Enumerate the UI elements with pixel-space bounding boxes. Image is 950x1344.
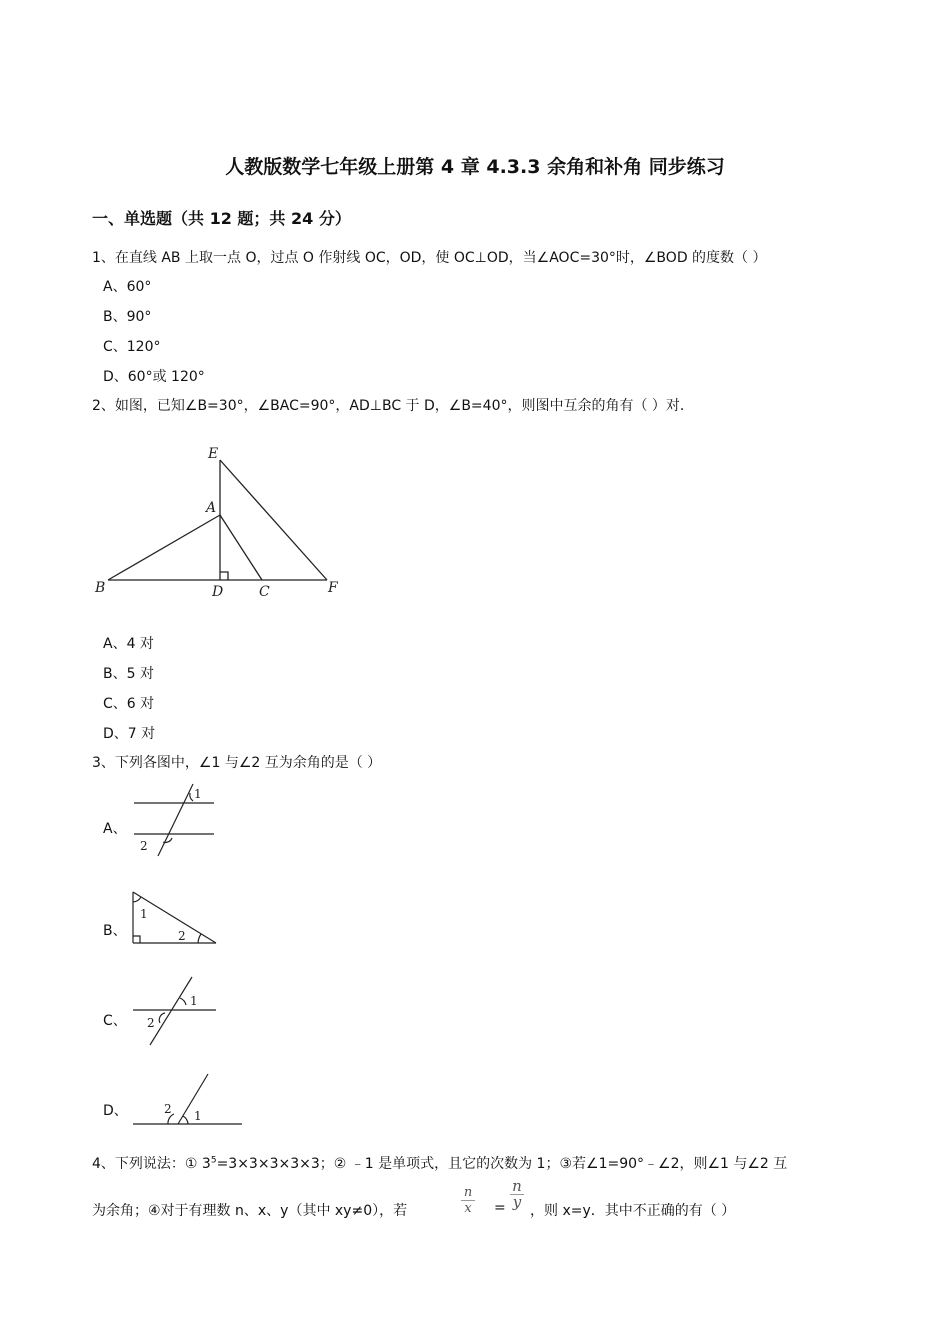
label-e: E — [208, 446, 219, 462]
label-d: D — [212, 584, 224, 600]
question-2-stem: 2、如图，已知∠B=30°，∠BAC=90°，AD⊥BC 于 D，∠B=40°，则图中互余的角有（ ）对． — [92, 398, 694, 414]
q3-figure-b — [128, 888, 223, 948]
fraction-n-over-x: n x — [461, 1186, 475, 1215]
fraction-n-over-y: n y — [510, 1180, 524, 1209]
q2-option-c: C、6 对 — [103, 696, 155, 712]
equals-sign: = — [494, 1200, 506, 1216]
q3-figure-d — [128, 1070, 248, 1130]
angle-2-label: 2 — [140, 839, 148, 853]
question-4-line-2-start: 为余角；④对于有理数 n、x、y（其中 xy≠0），若 — [92, 1203, 408, 1219]
q1-option-d: D、60°或 120° — [103, 369, 205, 385]
label-a: A — [206, 500, 217, 516]
q2-triangle-figure — [90, 440, 350, 605]
q3-figure-a — [128, 780, 223, 860]
q1-option-c: C、120° — [103, 339, 161, 355]
label-c: C — [259, 584, 270, 600]
q3-option-c-label: C、 — [103, 1013, 127, 1029]
page-title: 人教版数学七年级上册第 4 章 4.3.3 余角和补角 同步练习 — [225, 156, 725, 178]
label-f: F — [328, 580, 338, 596]
q1-option-b: B、90° — [103, 309, 152, 325]
q3-figure-c — [128, 975, 223, 1050]
q2-option-b: B、5 对 — [103, 666, 154, 682]
angle-1-label: 1 — [190, 994, 198, 1008]
section-heading: 一、单选题（共 12 题；共 24 分） — [92, 209, 351, 228]
angle-1-label: 1 — [194, 787, 202, 801]
angle-2-label: 2 — [147, 1016, 155, 1030]
q2-option-a: A、4 对 — [103, 636, 154, 652]
q3-option-b-label: B、 — [103, 923, 127, 939]
angle-2-label: 2 — [164, 1102, 172, 1116]
angle-2-label: 2 — [178, 929, 186, 943]
angle-1-label: 1 — [140, 907, 148, 921]
question-1-stem: 1、在直线 AB 上取一点 O，过点 O 作射线 OC，OD，使 OC⊥OD，当∠AOC=30°时，∠BOD 的度数（ ） — [92, 250, 767, 266]
exponent: 5 — [210, 1155, 217, 1166]
q3-option-d-label: D、 — [103, 1103, 128, 1119]
question-4-line-1: 4、下列说法：① $3^5=3\times 3\times 3\times 3\times 3$；② ﹣1 是单项式，且它的次数为 1；③若∠1=90°﹣∠2，则∠1 与∠2 互 — [92, 1155, 788, 1172]
q2-option-d: D、7 对 — [103, 726, 156, 742]
question-4-line-2-end: ，则 x=y．其中不正确的有（ ） — [530, 1203, 736, 1219]
angle-1-label: 1 — [194, 1109, 202, 1123]
label-b: B — [95, 580, 106, 596]
q3-option-a-label: A、 — [103, 821, 127, 837]
question-3-stem: 3、下列各图中，∠1 与∠2 互为余角的是（ ） — [92, 755, 382, 771]
q1-option-a: A、60° — [103, 279, 152, 295]
